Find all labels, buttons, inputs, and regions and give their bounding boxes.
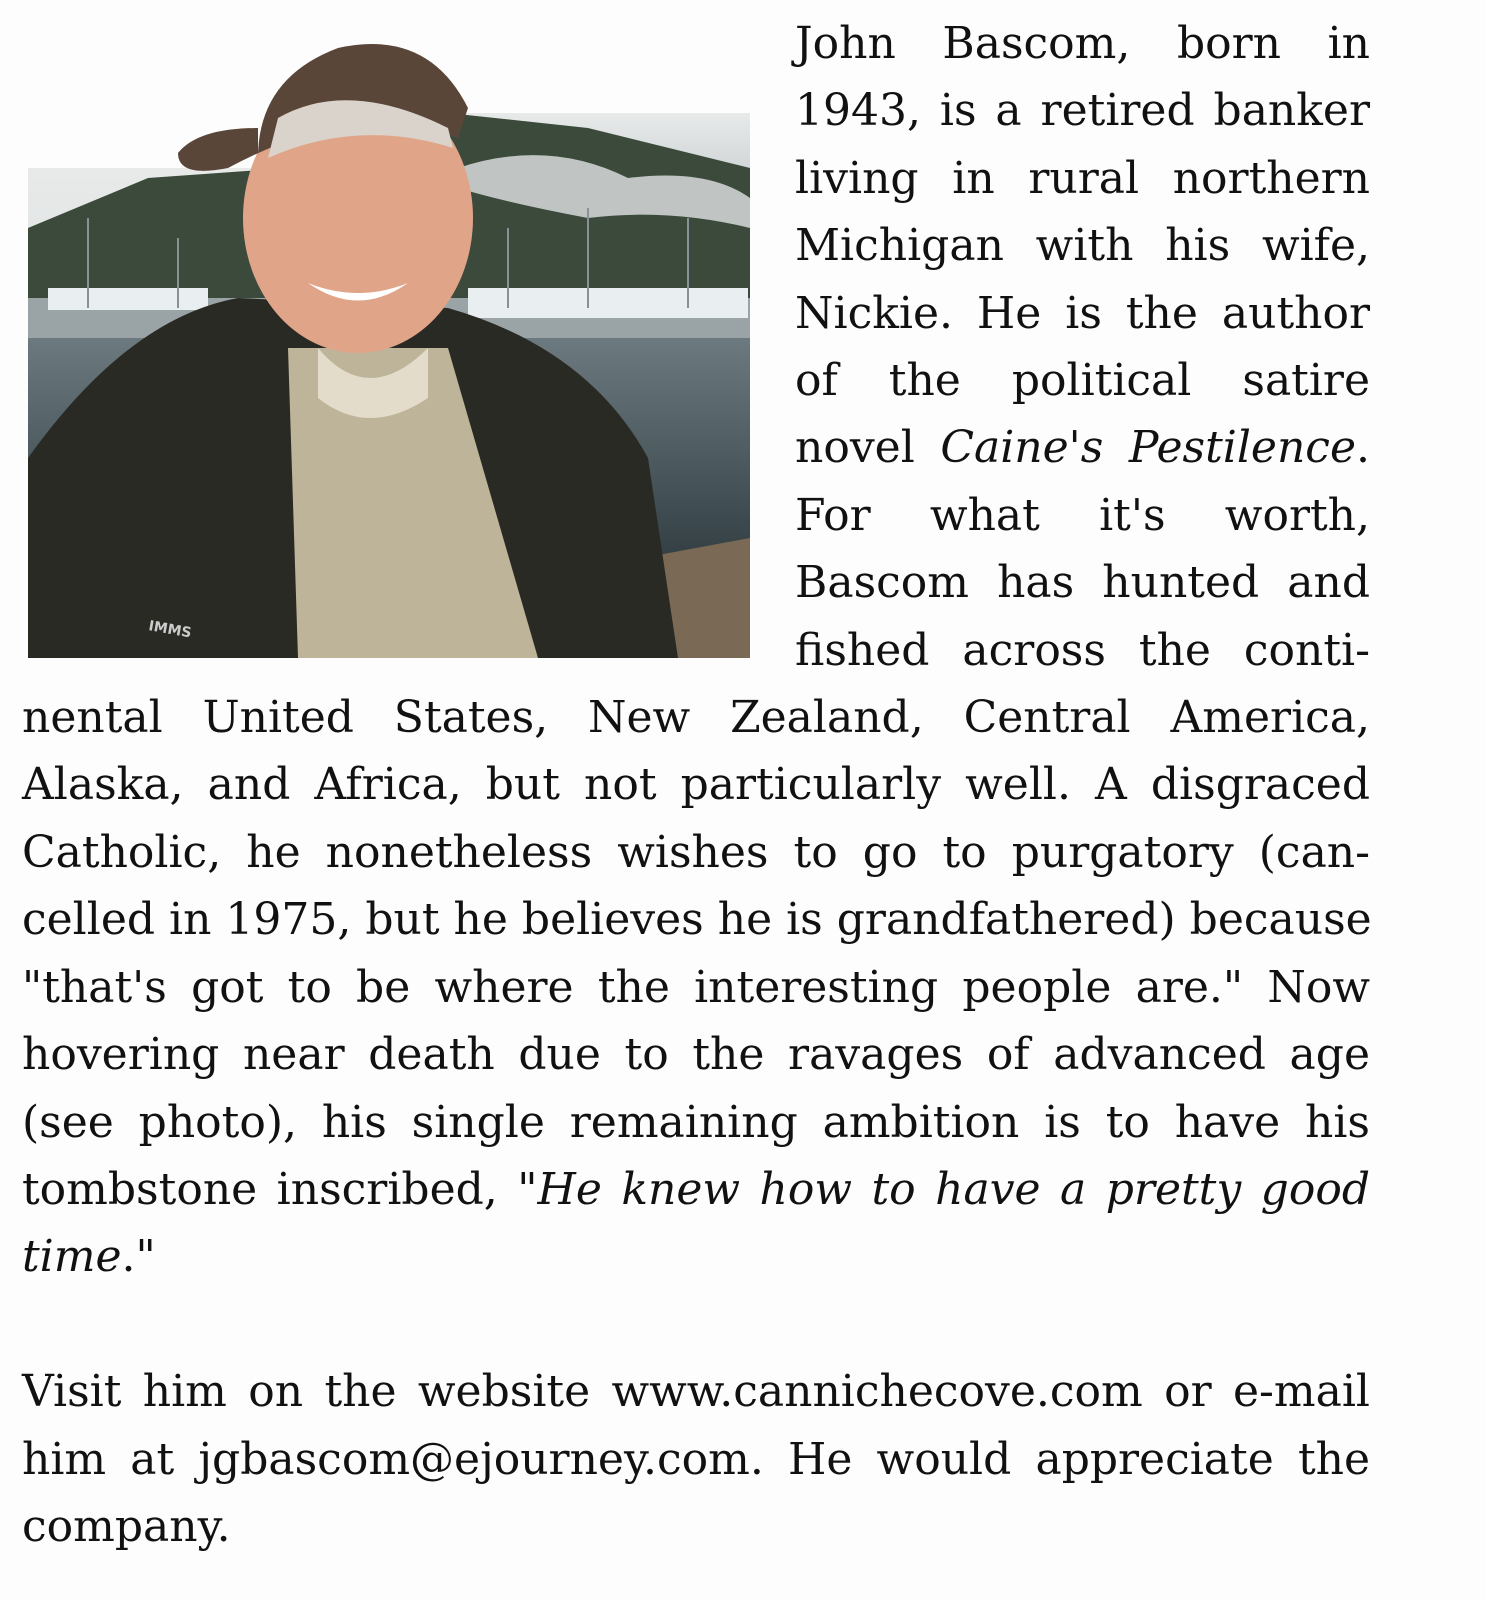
text-line [22, 886, 1370, 953]
author-photo [28, 18, 750, 658]
paragraph-gap [22, 1291, 1370, 1358]
text-line [22, 954, 1370, 1021]
italic-text: He knew how to have a pretty good [537, 1163, 1370, 1215]
text-segment: Michigan with his wife, [795, 220, 1370, 272]
text-segment: hovering near death due to the ravages of advanced age [22, 1029, 1370, 1081]
text-segment: Catholic, he nonetheless wishes to go to purgatory (can- [22, 826, 1370, 878]
text-segment: For what it's worth, [795, 489, 1370, 541]
text-segment: novel [795, 422, 941, 474]
text-segment: nental United States, New Zealand, Central America, [22, 692, 1370, 744]
text-segment: Bascom has hunted and [795, 557, 1370, 609]
text-segment: Alaska, and Africa, but not particularly well. A disgraced [22, 759, 1370, 811]
text-line [22, 1223, 1370, 1290]
text-segment: tombstone inscribed, " [22, 1163, 538, 1215]
text-segment: ." [121, 1231, 156, 1283]
text-line [22, 684, 1370, 751]
author-bio [22, 10, 1370, 1560]
text-line [22, 1089, 1370, 1156]
text-line [22, 1493, 1370, 1560]
text-line [22, 1358, 1370, 1425]
text-line [22, 1021, 1370, 1088]
text-line [22, 751, 1370, 818]
text-segment: "that's got to be where the interesting people are." Now [22, 961, 1370, 1013]
text-segment: 1943, is a retired banker [795, 85, 1370, 137]
text-segment: fished across the conti- [795, 624, 1370, 676]
text-segment: John Bascom, born in [795, 18, 1370, 69]
text-segment: him at jgbascom@ejourney.com. He would appreciate the [22, 1433, 1370, 1485]
text-segment: company. [22, 1500, 231, 1552]
text-segment: celled in 1975, but he believes he is grandfathered) because [22, 894, 1372, 946]
text-segment: Nickie. He is the author [795, 287, 1370, 339]
italic-text: Caine's Pestilence [940, 422, 1356, 474]
text-segment: . [1355, 422, 1370, 474]
text-segment: of the political satire [795, 355, 1370, 407]
text-segment: (see photo), his single remaining ambition is to have his [22, 1096, 1370, 1148]
italic-text: time [22, 1231, 122, 1283]
text-line [22, 819, 1370, 886]
text-line [22, 1156, 1370, 1223]
text-segment: Visit him on the website www.cannichecove.com or e-mail [22, 1366, 1370, 1418]
text-segment: living in rural northern [795, 152, 1370, 204]
jacket-logo-text: IMMS [147, 618, 193, 642]
text-line [22, 1426, 1370, 1493]
